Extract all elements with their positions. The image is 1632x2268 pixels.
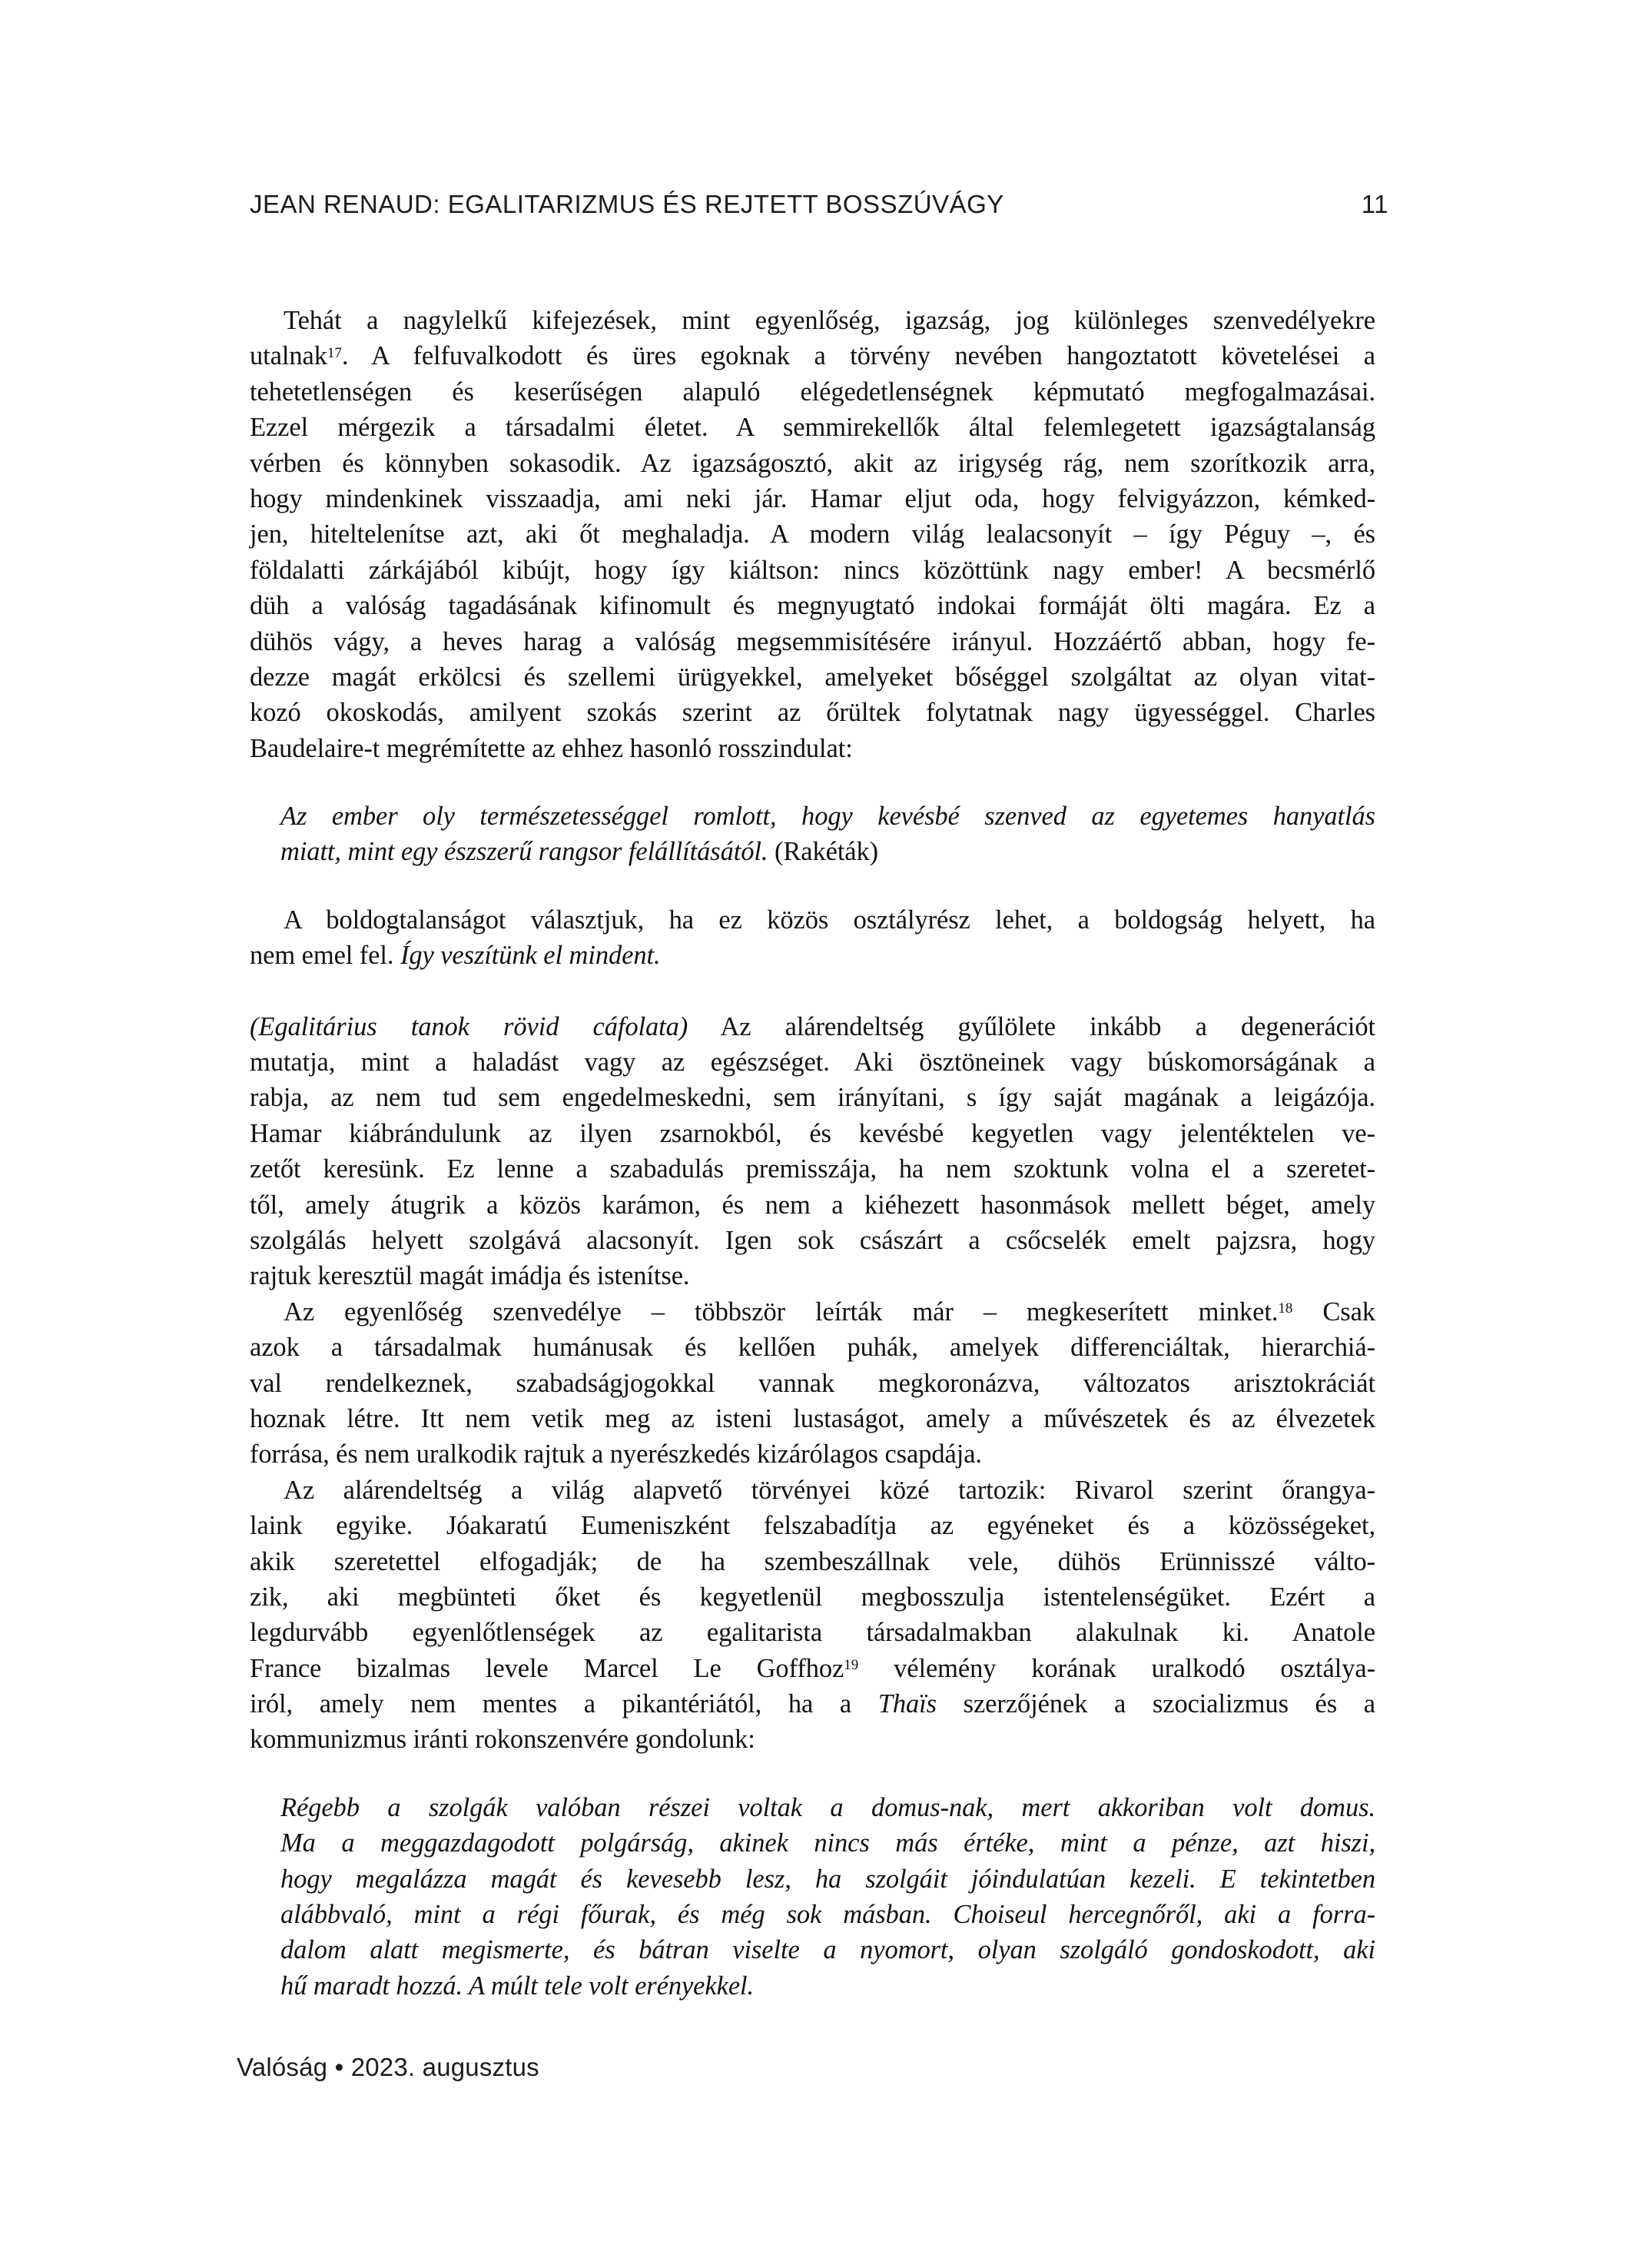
text-segment: vérben és könnyben sokasodik. Az igazságosztó, akit az irigység rág, nem szorítkozik arra, — [250, 448, 1375, 478]
paragraph — [250, 1009, 1375, 1294]
text-segment: (Egalitárius tanok rövid cáfolata) — [250, 1011, 688, 1041]
text-line — [250, 1044, 1375, 1080]
text-segment: forrása, és nem uralkodik rajtuk a nyerészkedés kizárólagos csapdája. — [250, 1439, 982, 1469]
text-line — [280, 834, 1375, 869]
quote-block — [280, 799, 1375, 870]
text-segment: legdurvább egyenlőtlenségek az egalitarista társadalmakban alakulnak ki. Anatole — [250, 1618, 1375, 1648]
text-line — [250, 1579, 1375, 1615]
text-line — [280, 799, 1375, 834]
page-header — [250, 189, 1388, 220]
text-line — [250, 1722, 1375, 1757]
text-line — [250, 1366, 1375, 1401]
text-line — [280, 1932, 1375, 1967]
text-line — [250, 338, 1375, 374]
text-line — [250, 695, 1375, 730]
text-segment: kozó okoskodás, amilyent szokás szerint az őrültek folytatnak nagy ügyességgel. Charles — [250, 698, 1375, 728]
text-segment: akik szeretettel elfogadják; de ha szembeszállnak vele, dühös Erünnisszé válto- — [250, 1546, 1375, 1576]
text-line — [250, 1544, 1375, 1579]
text-segment: düh a valóság tagadásának kifinomult és megnyugtató indokai formáját ölti magára. Ez a — [250, 591, 1375, 621]
text-line — [250, 446, 1375, 481]
text-line — [250, 516, 1375, 552]
text-segment: dezze magát erkölcsi és szellemi ürügyekkel, amelyeket bőséggel szolgáltat az olyan vitat- — [250, 662, 1375, 692]
paragraph — [250, 1473, 1375, 1758]
text-line — [250, 1651, 1375, 1686]
paragraph — [250, 902, 1375, 974]
text-line — [250, 902, 1375, 938]
text-line — [250, 1508, 1375, 1543]
text-segment: Csak — [1292, 1297, 1375, 1327]
text-segment: től, amely átugrik a közös karámon, és nem a kiéhezett hasonmások mellett béget, amely — [250, 1190, 1375, 1220]
page-number: 11 — [1361, 190, 1388, 218]
text-segment: zetőt keresünk. Ez lenne a szabadulás premisszája, ha nem szoktunk volna el a szeretet- — [250, 1154, 1375, 1184]
text-segment: hű maradt hozzá. A múlt tele volt erényekkel. — [280, 1971, 755, 2001]
text-line — [250, 731, 1375, 766]
text-segment: alábbvaló, mint a régi főurak, és még sok másban. Choiseul hercegnőről, aki a forra- — [280, 1900, 1375, 1930]
text-segment: utalnak — [250, 341, 327, 371]
text-line — [250, 553, 1375, 588]
text-line — [250, 1223, 1375, 1258]
text-segment: Így veszítünk el mindent. — [400, 941, 661, 971]
footer-text: Valóság • 2023. augusztus — [237, 2053, 539, 2081]
text-line — [250, 1436, 1375, 1472]
paragraph — [250, 1294, 1375, 1473]
text-segment: szerzőjének a szocializmus és a — [936, 1689, 1375, 1719]
text-segment: vélemény korának uralkodó osztálya- — [858, 1653, 1375, 1683]
text-segment: miatt, mint egy észszerű rangsor felállításától. — [280, 837, 768, 867]
text-line — [250, 1258, 1375, 1293]
footnote-ref: 19 — [844, 1657, 859, 1674]
text-line — [250, 1080, 1375, 1115]
text-segment: Baudelaire-t megrémítette az ehhez hasonló rosszindulat: — [250, 733, 853, 763]
text-segment: (Rakéták) — [768, 837, 879, 867]
text-segment: Hamar kiábrándulunk az ilyen zsarnokból, és kevésbé kegyetlen vagy jelentéktelen ve- — [250, 1118, 1375, 1148]
text-segment: iról, amely nem mentes a pikantériától, ha a — [250, 1689, 878, 1719]
text-segment: Régebb a szolgák valóban részei voltak a domus-nak, mert akkoriban volt domus. — [280, 1792, 1375, 1822]
paragraph — [250, 303, 1375, 766]
text-line — [250, 1401, 1375, 1436]
text-segment: azok a társadalmak humánusak és kellően puhák, amelyek differenciáltak, hierarchiá- — [250, 1333, 1375, 1363]
text-line — [250, 624, 1375, 659]
text-line — [250, 410, 1375, 445]
text-line — [250, 1330, 1375, 1365]
text-line — [250, 1009, 1375, 1044]
text-segment: szolgálás helyett szolgává alacsonyít. Igen sok császárt a csőcselék emelt pajzsra, hogy — [250, 1225, 1375, 1255]
text-segment: hoznak létre. Itt nem vetik meg az isteni lustaságot, amely a művészetek és az élvezetek — [250, 1403, 1375, 1433]
text-segment: hogy megalázza magát és kevesebb lesz, ha szolgáit jóindulatúan kezeli. E tekintetben — [280, 1864, 1375, 1894]
text-segment: mutatja, mint a haladást vagy az egészséget. Aki ösztöneinek vagy búskomorságának a — [250, 1048, 1375, 1078]
text-line — [250, 1615, 1375, 1650]
text-segment: Thaïs — [877, 1689, 937, 1719]
text-segment: hogy mindenkinek visszaadja, ami neki jár. Hamar eljut oda, hogy felvigyázzon, kémked- — [250, 483, 1375, 513]
text-segment: Az alárendeltség a világ alapvető törvényei közé tartozik: Rivarol szerint őrangya- — [284, 1475, 1375, 1505]
text-line — [280, 1790, 1375, 1825]
text-segment: Ma a meggazdagodott polgárság, akinek nincs más értéke, mint a pénze, azt hiszi, — [280, 1828, 1375, 1858]
text-segment: Ezzel mérgezik a társadalmi életet. A semmirekellők által felemlegetett igazságtalanság — [250, 413, 1375, 443]
text-segment: Az ember oly természetességgel romlott, hogy kevésbé szenved az egyetemes hanyatlás — [280, 802, 1375, 832]
text-segment: rajtuk keresztül magát imádja és istenítse. — [250, 1261, 690, 1291]
text-line — [250, 481, 1375, 516]
running-head-title: JEAN RENAUD: EGALITARIZMUS ÉS REJTETT BOSSZÚVÁGY — [250, 190, 1004, 218]
text-segment: Az egyenlőség szenvedélye – többször leírták már – megkeserített minket. — [284, 1297, 1279, 1327]
text-line — [250, 1116, 1375, 1151]
text-line — [250, 938, 1375, 973]
text-segment: dühös vágy, a heves harag a valóság megsemmisítésére irányul. Hozzáértő abban, hogy fe- — [250, 626, 1375, 656]
text-line — [250, 1294, 1375, 1330]
text-segment: nem emel fel. — [250, 941, 400, 971]
text-segment: kommunizmus iránti rokonszenvére gondolunk: — [250, 1725, 755, 1755]
text-segment: val rendelkeznek, szabadságjogokkal vannak megkoronázva, változatos arisztokráciát — [250, 1368, 1375, 1398]
text-segment: France bizalmas levele Marcel Le Goffhoz — [250, 1653, 844, 1683]
text-segment: . A felfuvalkodott és üres egoknak a törvény nevében hangoztatott követelései a — [341, 341, 1375, 371]
text-segment: jen, hiteltelenítse azt, aki őt meghaladja. A modern világ lealacsonyít – így Péguy –, és — [250, 520, 1375, 550]
text-line — [250, 1151, 1375, 1187]
quote-block — [280, 1790, 1375, 2004]
text-segment: rabja, az nem tud sem engedelmeskedni, sem irányítani, s így saját magának a leigázója. — [250, 1083, 1375, 1113]
page-footer — [237, 2052, 539, 2083]
text-line — [250, 659, 1375, 695]
text-line — [280, 1861, 1375, 1897]
text-line — [250, 303, 1375, 338]
text-segment: zik, aki megbünteti őket és kegyetlenül megbosszulja istentelenségüket. Ezért a — [250, 1582, 1375, 1612]
text-column — [250, 303, 1375, 2036]
text-segment: A boldogtalanságot választjuk, ha ez közös osztályrész lehet, a boldogság helyett, ha — [284, 905, 1375, 935]
text-line — [250, 1686, 1375, 1722]
text-line — [280, 1825, 1375, 1861]
text-segment: tehetetlenségen és keserűségen alapuló elégedetlenségnek képmutató megfogalmazásai. — [250, 377, 1375, 407]
text-line — [250, 588, 1375, 623]
text-line — [250, 374, 1375, 410]
text-line — [250, 1187, 1375, 1223]
text-segment: Az alárendeltség gyűlölete inkább a degenerációt — [688, 1011, 1375, 1041]
footnote-ref: 17 — [327, 344, 342, 361]
text-line — [280, 1968, 1375, 2004]
text-line — [280, 1897, 1375, 1932]
text-segment: laink egyike. Jóakaratú Eumeniszként felszabadítja az egyéneket és a közösségeket, — [250, 1511, 1375, 1541]
text-segment: földalatti zárkájából kibújt, hogy így kiáltson: nincs közöttünk nagy ember! A becsmérlő — [250, 555, 1375, 585]
text-segment: Tehát a nagylelkű kifejezések, mint egyenlőség, igazság, jog különleges szenvedélyekre — [284, 306, 1375, 335]
text-segment: dalom alatt megismerte, és bátran viselte a nyomort, olyan szolgáló gondoskodott, aki — [280, 1935, 1375, 1965]
footnote-ref: 18 — [1278, 1300, 1293, 1317]
text-line — [250, 1473, 1375, 1508]
